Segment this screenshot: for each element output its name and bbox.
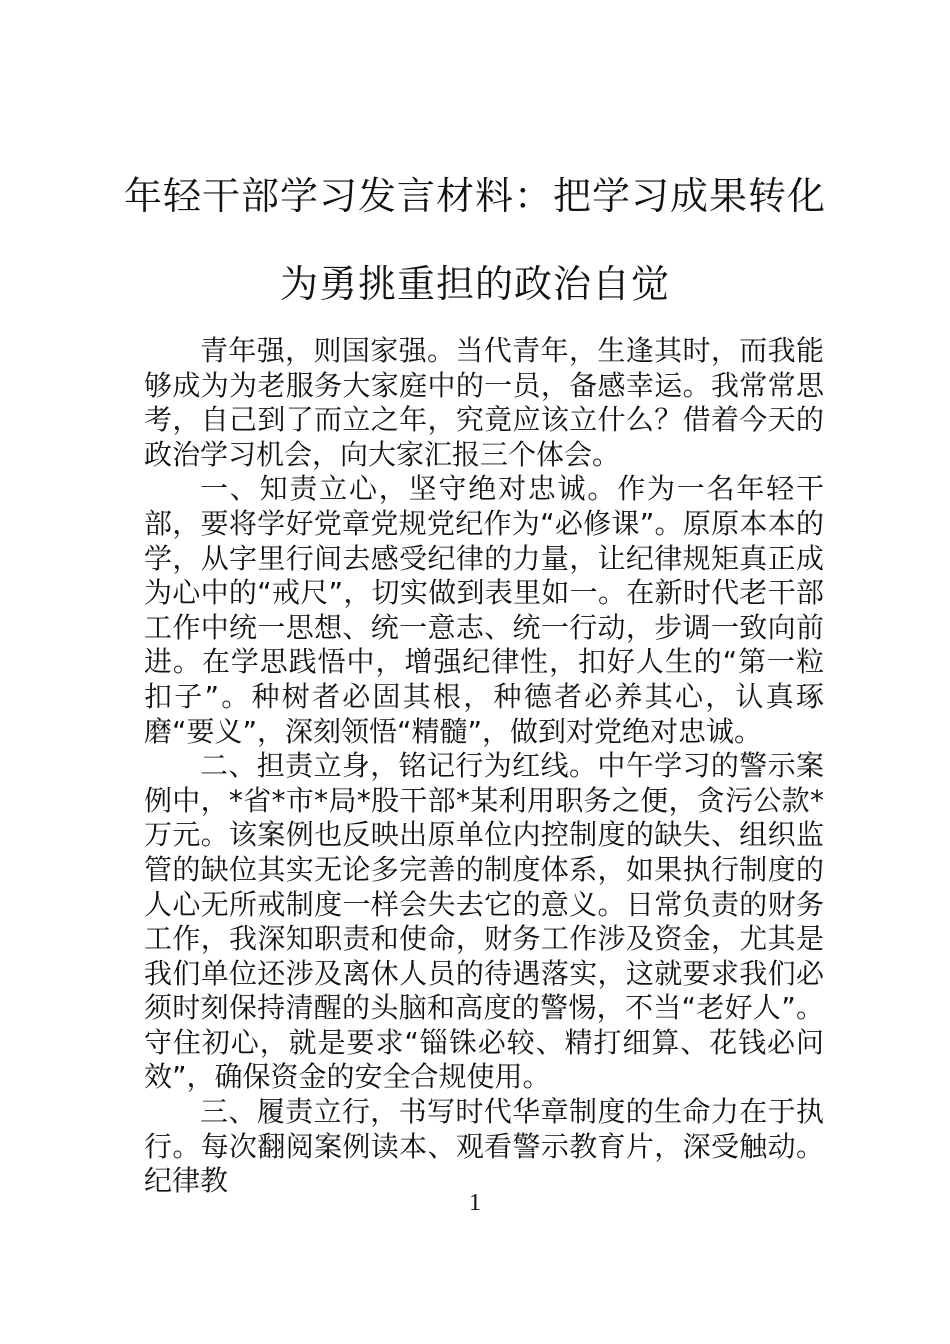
paragraph-section-two: 二、担责立身，铭记行为红线。中午学习的警示案例中，*省*市*局*股干部*某利用职务之便，贪污公款*万元。该案例也反映出原单位内控制度的缺失、组织监管的缺位其实无论多完善的制度体系，如果执行制度的人心无所戒制度一样会失去它的意义。日常负责的财务工作，我深知职责和使命，财务工作涉及资金，尤其是我们单位还涉及离休人员的待遇落实，这就要求我们必须时刻保持清醒的头脑和高度的警惕，不当“老好人”。守住初心，就是要求“锱铢必较、精打细算、花钱必问效”，确保资金的安全合规使用。 <box>144 749 824 1094</box>
paragraph-section-one: 一、知责立心，坚守绝对忠诚。作为一名年轻干部，要将学好党章党规党纪作为“必修课”。原原本本的学，从字里行间去感受纪律的力量，让纪律规矩真正成为心中的“戒尺”，切实做到表里如一。在新时代老干部工作中统一思想、统一意志、统一行动，步调一致向前进。在学思践悟中，增强纪律性，扣好人生的“第一粒扣子”。种树者必固其根，种德者必养其心，认真琢磨“要义”，深刻领悟“精髓”，做到对党绝对忠诚。 <box>144 472 824 748</box>
paragraph-intro: 青年强，则国家强。当代青年，生逢其时，而我能够成为为老服务大家庭中的一员，备感幸运。我常常思考，自己到了而立之年，究竟应该立什么？借着今天的政治学习机会，向大家汇报三个体会。 <box>144 334 824 471</box>
document-title: 年轻干部学习发言材料：把学习成果转化为勇挑重担的政治自觉 <box>123 174 826 306</box>
document-body <box>144 334 824 1199</box>
paragraph-section-three: 三、履责立行，书写时代华章制度的生命力在于执行。每次翻阅案例读本、观看警示教育片，深受触动。纪律教 <box>144 1095 824 1198</box>
page-number: 1 <box>469 1190 481 1216</box>
